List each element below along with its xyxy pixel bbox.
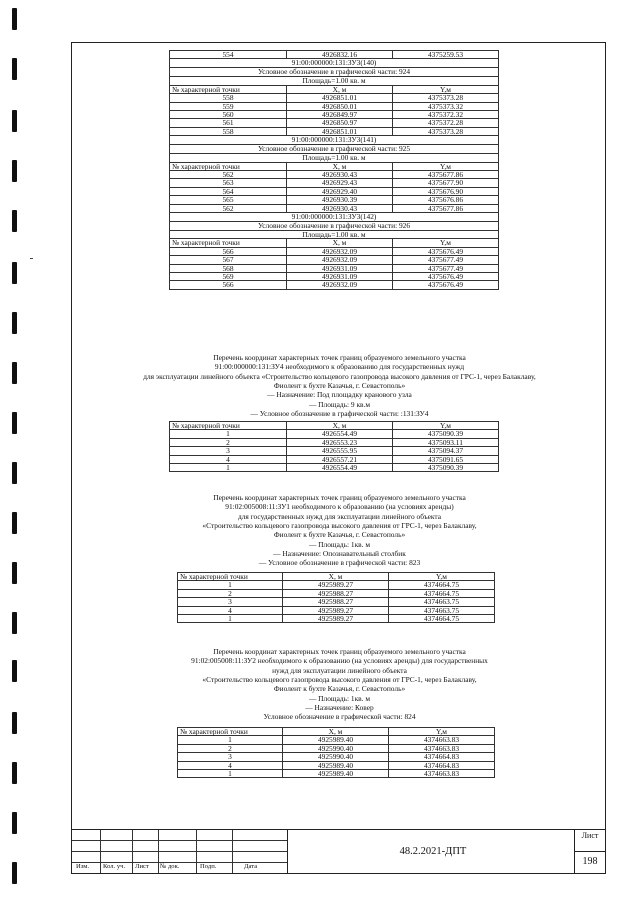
column-header: X, м xyxy=(287,239,393,247)
paragraph-line: «Строительство кольцевого газопровода высокого давления от ГРС-1, через Балаклаву, xyxy=(202,674,477,684)
paragraph-line: для эксплуатации линейного объекта «Строительство кольцевого газопровода высокого давления от ГРС-1, через Балаклаву, xyxy=(143,371,536,381)
x-coordinate: 4926932.09 xyxy=(287,247,393,255)
table-row xyxy=(178,615,495,623)
paragraph-line: 91:00:000000:131:ЗУ4 необходимого к образованию для государственных нужд xyxy=(214,362,465,372)
binder-hole xyxy=(12,58,17,80)
column-header: X, м xyxy=(287,422,393,430)
y-coordinate: 4375090.39 xyxy=(393,430,499,438)
point-number: 566 xyxy=(170,281,287,289)
y-coordinate: 4374664.75 xyxy=(389,615,495,623)
point-number: 3 xyxy=(170,447,287,455)
table-row xyxy=(170,447,499,455)
y-coordinate: 4375676.49 xyxy=(393,281,499,289)
binder-hole xyxy=(12,612,17,634)
point-number: 1 xyxy=(170,464,287,472)
grid-line xyxy=(100,830,101,873)
y-coordinate: 4375677.86 xyxy=(393,204,499,212)
paragraph-line: 91:02:005008:11:ЗУ1 необходимого к образованию (на условиях аренды) xyxy=(225,502,454,512)
point-number: 564 xyxy=(170,187,287,195)
x-coordinate: 4926554.49 xyxy=(287,464,393,472)
column-header: X, м xyxy=(287,162,393,170)
x-coordinate: 4926929.43 xyxy=(287,179,393,187)
x-coordinate: 4926931.09 xyxy=(287,273,393,281)
binder-hole xyxy=(12,862,17,884)
x-coordinate: 4925989.40 xyxy=(283,761,389,769)
table-caption: Условное обозначение в графической части: 926 xyxy=(170,221,499,230)
table-caption: Условное обозначение в графической части: 924 xyxy=(170,68,499,77)
x-coordinate: 4926932.09 xyxy=(287,281,393,289)
x-coordinate: 4926930.43 xyxy=(287,171,393,179)
y-coordinate: 4375372.28 xyxy=(393,119,499,127)
x-coordinate: 4926554.49 xyxy=(287,430,393,438)
binder-hole xyxy=(12,262,17,284)
grid-line xyxy=(158,830,159,873)
binder-hole xyxy=(12,362,17,384)
sheet-number: 198 xyxy=(575,851,605,867)
x-coordinate: 4926832.16 xyxy=(287,51,393,59)
binder-hole xyxy=(12,712,17,734)
table-caption: 91:00:000000:131:ЗУ3(140) xyxy=(170,59,499,68)
stamp-label: Подп. xyxy=(200,863,217,870)
x-coordinate: 4926849.97 xyxy=(287,111,393,119)
x-coordinate: 4926850.97 xyxy=(287,119,393,127)
column-header: Y,м xyxy=(393,162,499,170)
paragraph-line: Перечень координат характерных точек границ образуемого земельного участка xyxy=(213,647,466,656)
stamp-label: Кол. уч. xyxy=(103,863,126,870)
y-coordinate: 4375676.49 xyxy=(393,273,499,281)
y-coordinate: 4375373.32 xyxy=(393,102,499,110)
table-row xyxy=(170,464,499,472)
point-number: 566 xyxy=(170,247,287,255)
table-caption: Площадь=1.00 кв. м xyxy=(170,153,499,162)
paragraph-line: Перечень координат характерных точек границ образуемого земельного участка xyxy=(213,353,466,362)
x-coordinate: 4926850.01 xyxy=(287,102,393,110)
column-header: № характерной точки xyxy=(178,728,283,736)
document-code: 48.2.2021-ДПТ xyxy=(287,830,578,873)
column-header: X, м xyxy=(283,728,389,736)
paragraph-line: Перечень координат характерных точек границ образуемого земельного участка xyxy=(213,493,466,502)
column-header: № характерной точки xyxy=(170,422,287,430)
table-caption: Площадь=1.00 кв. м xyxy=(170,230,499,239)
point-number: 1 xyxy=(178,770,283,778)
table-caption: 91:00:000000:131:ЗУ3(142) xyxy=(170,213,499,222)
binder-hole xyxy=(12,512,17,534)
point-number: 568 xyxy=(170,264,287,272)
x-coordinate: 4926553.23 xyxy=(287,438,393,446)
y-coordinate: 4375677.86 xyxy=(393,171,499,179)
point-number: 3 xyxy=(178,598,283,606)
column-header: Y,м xyxy=(393,85,499,93)
y-coordinate: 4375372.32 xyxy=(393,111,499,119)
binder-hole xyxy=(12,812,17,834)
column-header: X, м xyxy=(287,85,393,93)
table-caption-row xyxy=(170,145,499,154)
paragraph-line: нужд для эксплуатации линейного объекта xyxy=(272,665,407,675)
point-number: 563 xyxy=(170,179,287,187)
paragraph-line: — Площадь: 1кв. м xyxy=(308,693,371,703)
column-header: Y,м xyxy=(389,573,495,581)
table-caption-row xyxy=(170,153,499,162)
point-number: 554 xyxy=(170,51,287,59)
column-header: Y,м xyxy=(389,728,495,736)
coordinates-table xyxy=(169,50,499,290)
x-coordinate: 4926851.01 xyxy=(287,127,393,135)
stamp-label: Лист xyxy=(135,863,149,870)
binder-hole xyxy=(12,312,17,334)
stamp-label: Дата xyxy=(244,863,258,870)
y-coordinate: 4375373.28 xyxy=(393,127,499,135)
column-header: X, м xyxy=(283,573,389,581)
paragraph-line: — Назначение: Под площадку кранового узла xyxy=(267,390,412,400)
table-row xyxy=(170,281,499,289)
table-row xyxy=(178,770,495,778)
point-number: 558 xyxy=(170,94,287,102)
paragraph-line: Фиолент к бухте Казачья, г. Севастополь» xyxy=(273,380,406,390)
column-header: Y,м xyxy=(393,422,499,430)
paragraph-line: — Условное обозначение в графической части: 823 xyxy=(258,558,421,568)
binder-hole xyxy=(12,462,17,484)
y-coordinate: 4375676.49 xyxy=(393,247,499,255)
binder-hole xyxy=(12,660,17,682)
page-frame xyxy=(71,42,606,874)
column-header: Y,м xyxy=(393,239,499,247)
y-coordinate: 4375093.11 xyxy=(393,438,499,446)
point-number: 561 xyxy=(170,119,287,127)
column-header: № характерной точки xyxy=(178,573,283,581)
x-coordinate: 4925989.40 xyxy=(283,736,389,744)
paragraph-line: 91:02:005008:11:ЗУ2 необходимого к образованию (на условиях аренды) для государственных xyxy=(191,656,488,666)
y-coordinate: 4375259.53 xyxy=(393,51,499,59)
x-coordinate: 4926557.21 xyxy=(287,455,393,463)
table-row xyxy=(170,196,499,204)
table-row xyxy=(170,94,499,102)
point-number: 1 xyxy=(170,430,287,438)
paragraph-line: — Назначение: Опознавательный столбик xyxy=(273,548,406,558)
y-coordinate: 4374663.75 xyxy=(389,606,495,614)
y-coordinate: 4374663.83 xyxy=(389,744,495,752)
x-coordinate: 4926932.09 xyxy=(287,256,393,264)
x-coordinate: 4925988.27 xyxy=(283,589,389,597)
sheet-box xyxy=(574,830,605,873)
paragraph-line: — Условное обозначение в графической части: :131:ЗУ4 xyxy=(250,408,429,418)
table-caption: Условное обозначение в графической части: 925 xyxy=(170,145,499,154)
point-number: 2 xyxy=(178,589,283,597)
column-header: № характерной точки xyxy=(170,239,287,247)
margin-mark xyxy=(30,258,33,259)
point-number: 4 xyxy=(170,455,287,463)
title-block xyxy=(72,829,605,873)
binder-hole xyxy=(12,210,17,232)
table-caption-row xyxy=(170,221,499,230)
paragraph-line: Фиолент к бухте Казачья, г. Севастополь» xyxy=(273,684,406,694)
y-coordinate: 4375677.49 xyxy=(393,256,499,264)
table-row xyxy=(178,598,495,606)
point-number: 560 xyxy=(170,111,287,119)
x-coordinate: 4925990.40 xyxy=(283,753,389,761)
table-caption-row xyxy=(170,77,499,86)
y-coordinate: 4374664.75 xyxy=(389,581,495,589)
y-coordinate: 4375676.90 xyxy=(393,187,499,195)
column-header: № характерной точки xyxy=(170,85,287,93)
point-number: 562 xyxy=(170,171,287,179)
table-row xyxy=(178,753,495,761)
x-coordinate: 4925989.27 xyxy=(283,606,389,614)
y-coordinate: 4374664.83 xyxy=(389,761,495,769)
coordinates-table xyxy=(177,572,495,623)
binder-hole xyxy=(12,562,17,584)
x-coordinate: 4926851.01 xyxy=(287,94,393,102)
paragraph-line: Фиолент к бухте Казачья, г. Севастополь» xyxy=(273,530,406,540)
paragraph-line: — Назначение: Ковер xyxy=(305,702,374,712)
grid-line xyxy=(72,840,287,841)
binder-hole xyxy=(12,160,17,182)
paragraph-line: «Строительство кольцевого газопровода высокого давления от ГРС-1, через Балаклаву, xyxy=(202,520,477,530)
y-coordinate: 4375090.39 xyxy=(393,464,499,472)
x-coordinate: 4926555.95 xyxy=(287,447,393,455)
x-coordinate: 4925989.27 xyxy=(283,615,389,623)
point-number: 1 xyxy=(178,736,283,744)
y-coordinate: 4374663.83 xyxy=(389,770,495,778)
point-number: 1 xyxy=(178,581,283,589)
point-number: 3 xyxy=(178,753,283,761)
binder-hole xyxy=(12,412,17,434)
grid-line xyxy=(132,830,133,873)
grid-line xyxy=(196,830,197,873)
y-coordinate: 4375091.65 xyxy=(393,455,499,463)
y-coordinate: 4374664.75 xyxy=(389,589,495,597)
paragraph-line: — Площадь: 9 кв.м xyxy=(308,399,371,409)
stamp-label: Изм. xyxy=(76,863,90,870)
grid-line xyxy=(232,830,233,873)
point-number: 562 xyxy=(170,204,287,212)
x-coordinate: 4925989.40 xyxy=(283,770,389,778)
binder-holes xyxy=(0,0,30,905)
x-coordinate: 4926930.43 xyxy=(287,204,393,212)
binder-hole xyxy=(12,8,17,30)
x-coordinate: 4925990.40 xyxy=(283,744,389,752)
point-number: 4 xyxy=(178,606,283,614)
column-header: № характерной точки xyxy=(170,162,287,170)
y-coordinate: 4375373.28 xyxy=(393,94,499,102)
point-number: 565 xyxy=(170,196,287,204)
y-coordinate: 4375676.86 xyxy=(393,196,499,204)
y-coordinate: 4375094.37 xyxy=(393,447,499,455)
y-coordinate: 4374663.75 xyxy=(389,598,495,606)
grid-line xyxy=(72,851,287,852)
x-coordinate: 4925989.27 xyxy=(283,581,389,589)
x-coordinate: 4925988.27 xyxy=(283,598,389,606)
binder-hole xyxy=(12,110,17,132)
table-caption: Площадь=1.00 кв. м xyxy=(170,77,499,86)
point-number: 569 xyxy=(170,273,287,281)
paragraph-line: Условное обозначение в графической части: 824 xyxy=(263,712,416,722)
point-number: 2 xyxy=(178,744,283,752)
coordinates-table xyxy=(169,421,499,472)
point-number: 1 xyxy=(178,615,283,623)
y-coordinate: 4375677.90 xyxy=(393,179,499,187)
y-coordinate: 4374664.83 xyxy=(389,753,495,761)
x-coordinate: 4926931.09 xyxy=(287,264,393,272)
point-number: 567 xyxy=(170,256,287,264)
point-number: 559 xyxy=(170,102,287,110)
paragraph-line: — Площадь: 1кв. м xyxy=(308,539,371,549)
y-coordinate: 4374663.83 xyxy=(389,736,495,744)
stamp-label: № док. xyxy=(160,863,180,870)
table-row xyxy=(170,256,499,264)
point-number: 2 xyxy=(170,438,287,446)
coordinates-table xyxy=(177,727,495,778)
revision-grid xyxy=(72,830,287,873)
point-number: 558 xyxy=(170,127,287,135)
point-number: 4 xyxy=(178,761,283,769)
sheet-label: Лист xyxy=(581,831,599,840)
x-coordinate: 4926930.39 xyxy=(287,196,393,204)
x-coordinate: 4926929.40 xyxy=(287,187,393,195)
y-coordinate: 4375677.49 xyxy=(393,264,499,272)
table-caption: 91:00:000000:131:ЗУ3(141) xyxy=(170,136,499,145)
binder-hole xyxy=(12,762,17,784)
paragraph-line: для государственных нужд для эксплуатации линейного объекта xyxy=(237,511,442,521)
